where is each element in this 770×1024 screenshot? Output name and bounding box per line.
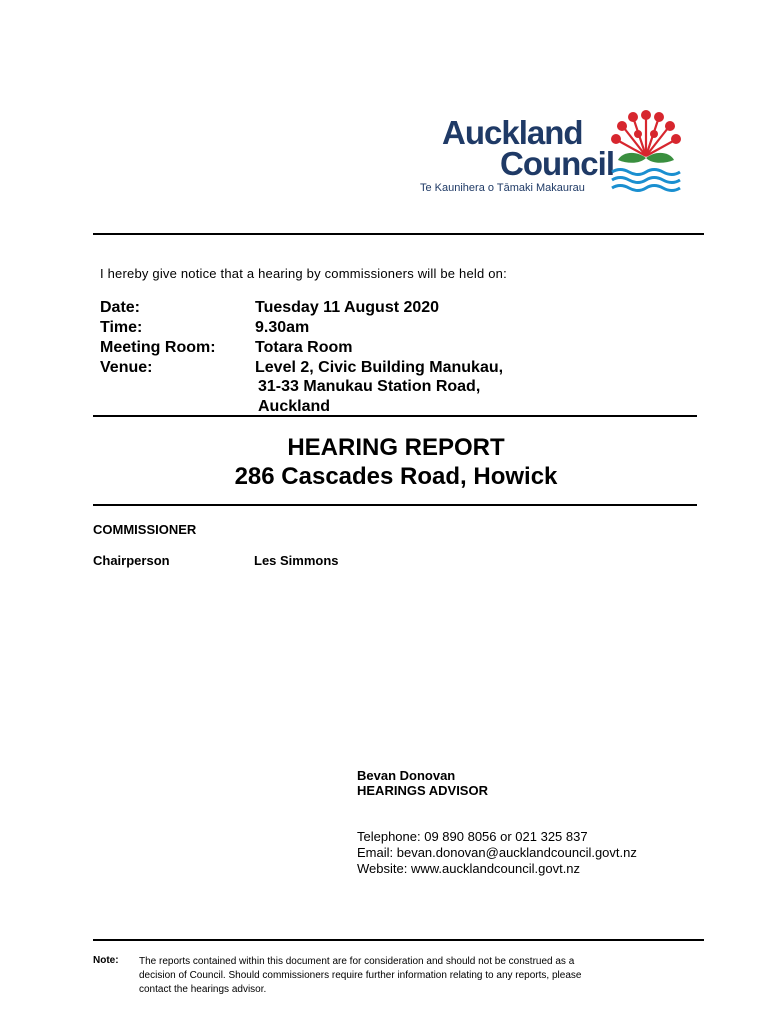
logo-wordmark-auckland: Auckland <box>442 114 583 151</box>
advisor-email: Email: bevan.donovan@aucklandcouncil.govt.nz <box>357 845 637 860</box>
meeting-room-value: Totara Room <box>255 339 353 356</box>
advisor-telephone: Telephone: 09 890 8056 or 021 325 837 <box>357 829 588 844</box>
venue-line-2: 31-33 Manukau Station Road, <box>258 378 481 395</box>
footer-divider <box>93 939 704 941</box>
chairperson-name: Les Simmons <box>254 553 339 568</box>
top-divider <box>93 233 704 235</box>
meeting-room-label: Meeting Room: <box>100 339 216 356</box>
title-divider <box>93 504 697 506</box>
note-line-1: The reports contained within this document are for consideration and should not be construed as a <box>139 956 575 967</box>
venue-label: Venue: <box>100 359 153 376</box>
notice-intro: I hereby give notice that a hearing by commissioners will be held on: <box>100 266 507 281</box>
report-title: HEARING REPORT <box>287 434 505 461</box>
note-line-2: decision of Council. Should commissioners require further information relating to any reports, please <box>139 970 582 981</box>
date-value: Tuesday 11 August 2020 <box>255 299 440 316</box>
pohutukawa-flower-icon <box>610 108 682 198</box>
chairperson-label: Chairperson <box>93 553 170 568</box>
logo-wordmark-council: Council <box>500 145 614 182</box>
venue-line-3: Auckland <box>258 398 331 415</box>
time-value: 9.30am <box>255 319 310 336</box>
venue-line-1: Level 2, Civic Building Manukau, <box>255 359 504 376</box>
logo-tagline: Te Kaunihera o Tāmaki Makaurau <box>420 182 585 194</box>
report-subtitle: 286 Cascades Road, Howick <box>234 463 558 490</box>
note-line-3: contact the hearings advisor. <box>139 984 267 995</box>
note-label: Note: <box>93 955 119 966</box>
meta-divider <box>93 415 697 417</box>
date-label: Date: <box>100 299 141 316</box>
advisor-title: HEARINGS ADVISOR <box>357 783 488 798</box>
advisor-name: Bevan Donovan <box>357 768 456 783</box>
commissioner-heading: COMMISSIONER <box>93 522 197 537</box>
note-text <box>139 955 679 997</box>
auckland-council-logo <box>420 108 682 200</box>
time-label: Time: <box>100 319 143 336</box>
advisor-website: Website: www.aucklandcouncil.govt.nz <box>357 861 581 876</box>
